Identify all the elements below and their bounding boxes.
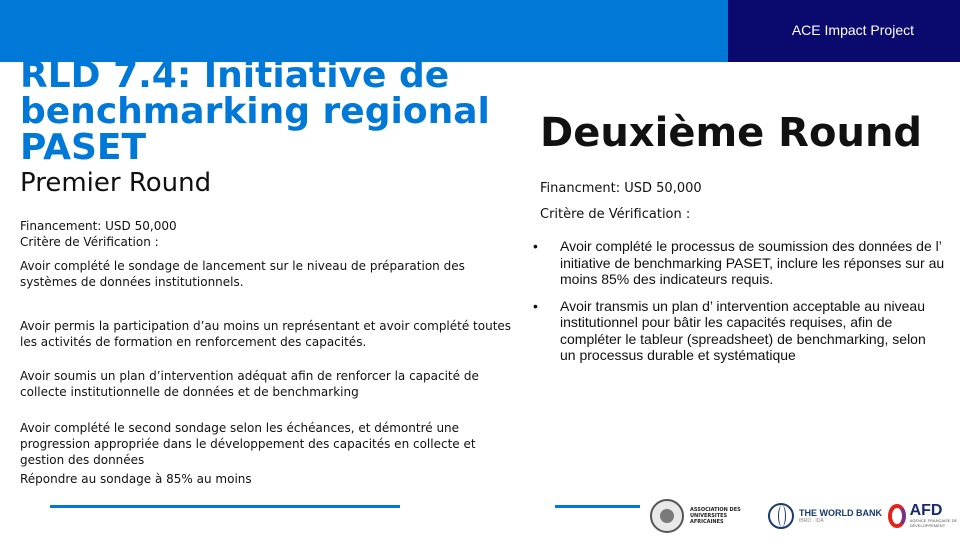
afd-logo-subtext: AGENCE FRANÇAISE DE DÉVELOPPEMENT	[909, 518, 958, 528]
globe-icon	[768, 503, 794, 529]
first-round-financing: Financement: USD 50,000	[20, 219, 177, 233]
worldbank-logo	[768, 498, 882, 534]
first-round-item: Avoir permis la participation d’au moins un représentant et avoir complété toutes les activités de formation en renforcement des capacités.	[20, 319, 512, 349]
first-round-heading: Premier Round	[20, 168, 212, 198]
bullet-icon: •	[533, 238, 538, 254]
worldbank-logo-text: THE WORLD BANK	[799, 508, 882, 518]
title-line-2: benchmarking regional	[20, 91, 490, 132]
bullet-icon: •	[533, 297, 538, 314]
second-round-financing: Financment: USD 50,000	[540, 181, 702, 196]
first-round-item: Avoir soumis un plan d’intervention adéquat afin de renforcer la capacité de collecte institutionnelle de données et de benchmarking	[20, 369, 479, 399]
list-item	[530, 298, 945, 364]
page-title	[20, 55, 500, 168]
list-item-text: Avoir transmis un plan d’ intervention acceptable au niveau institutionnel pour bâtir les capacités requises, afin de compléter le tableur (spreadsheet) de benchmarking, selon un processus durable et systématique	[560, 297, 926, 363]
footer-divider	[555, 505, 640, 508]
list-item	[530, 238, 945, 288]
second-round-criteria-label: Critère de Vérification :	[540, 207, 691, 222]
afd-logo	[888, 498, 960, 534]
second-round-criteria-list	[530, 238, 945, 374]
list-item-text: Avoir complété le processus de soumission des données de l’ initiative de benchmarking PASET, inclure les réponses sur au moins 85% des indicateurs requis.	[560, 238, 945, 287]
first-round-item: Avoir complété le sondage de lancement sur le niveau de préparation des systèmes de données institutionnels.	[20, 259, 465, 289]
first-round-criteria-label: Critère de Vérification :	[20, 235, 159, 249]
footer-divider	[50, 505, 400, 508]
aau-logo	[650, 498, 752, 534]
header-bar	[0, 0, 728, 62]
second-round-heading: Deuxième Round	[540, 110, 923, 156]
first-round-item: Répondre au sondage à 85% au moins	[20, 472, 252, 486]
title-line-1: RLD 7.4: Initiative de	[20, 55, 450, 96]
afd-ring-icon	[888, 504, 906, 528]
first-round-item: Avoir complété le second sondage selon les échéances, et démontré une progression appropriée dans le développement des capacités en collecte et gestion des données	[20, 421, 476, 467]
afd-logo-text: AFD	[909, 502, 943, 519]
project-label: ACE Impact Project	[791, 22, 914, 38]
worldbank-logo-subtext: IBRD · IDA	[799, 518, 824, 524]
aau-logo-text: ASSOCIATION DES UNIVERSITES AFRICAINES	[690, 507, 741, 525]
title-line-3: PASET	[20, 127, 147, 168]
aau-seal-icon	[650, 499, 684, 533]
